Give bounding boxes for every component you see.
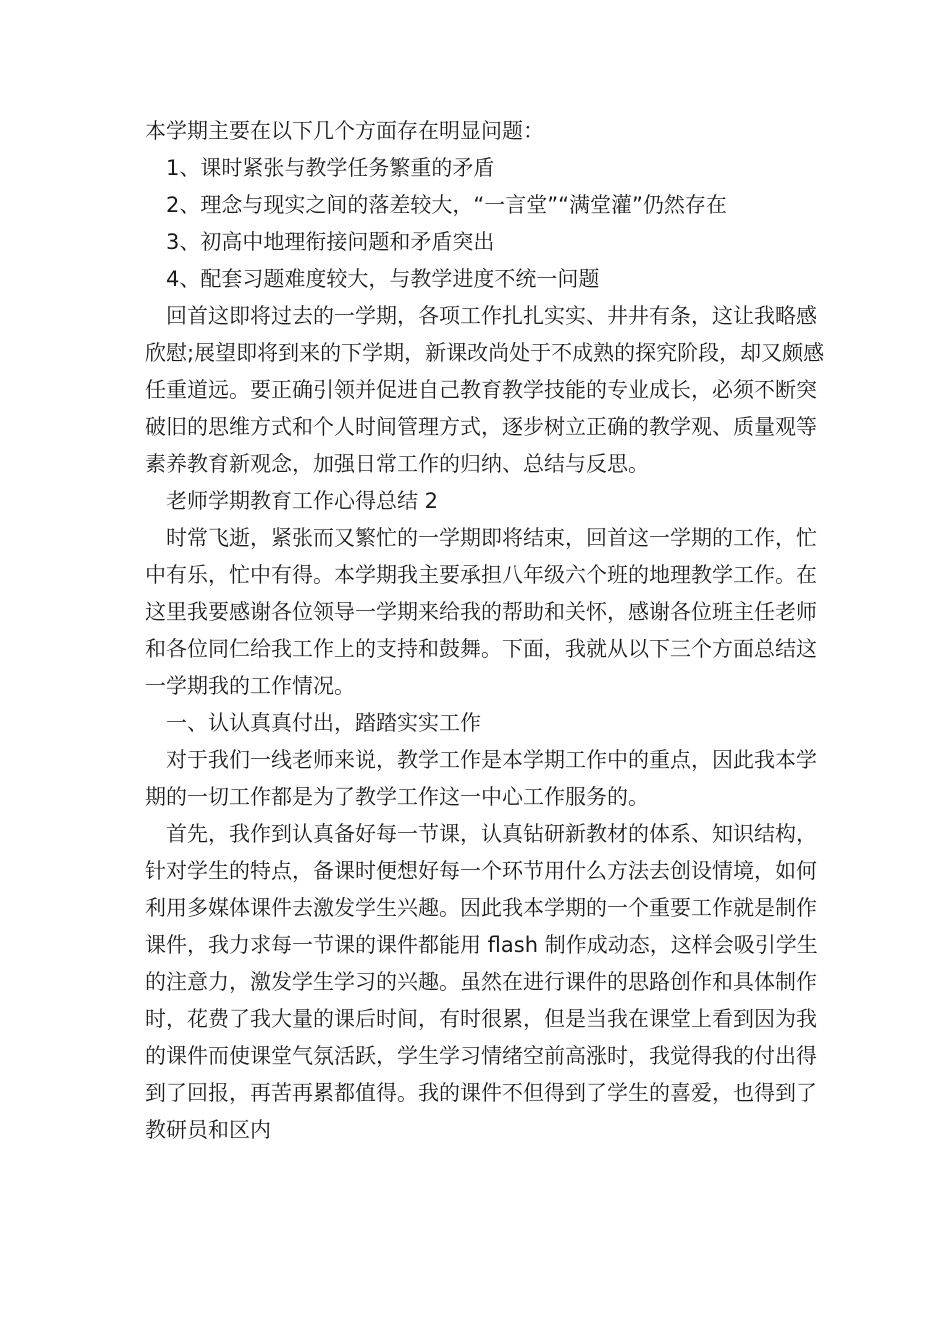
document-body	[145, 113, 835, 1149]
list-item-4: 4、配套习题难度较大，与教学进度不统一问题	[166, 267, 600, 291]
paragraph-teaching-focus: 对于我们一线老师来说，教学工作是本学期工作中的重点，因此我本学期的一切工作都是为了教学工作这一中心工作服务的。	[145, 748, 817, 809]
paragraph-reflection: 回首这即将过去的一学期，各项工作扎扎实实、井井有条，这让我略感欣慰;展望即将到来的下学期，新课改尚处于不成熟的探究阶段，却又颇感任重道远。要正确引领并促进自己教育教学技能的专业成长，必须不断突破旧的思维方式和个人时间管理方式，逐步树立正确的教学观、质量观等素养教育新观念，加强日常工作的归纳、总结与反思。	[145, 304, 825, 476]
paragraph-intro: 本学期主要在以下几个方面存在明显问题：	[145, 119, 544, 143]
paragraph-preparation: 首先，我作到认真备好每一节课，认真钻研新教材的体系、知识结构，针对学生的特点，备课时便想好每一个环节用什么方法去创设情境，如何利用多媒体课件去激发学生兴趣。因此我本学期的一个重要工作就是制作课件，我力求每一节课的课件都能用 flash 制作成动态，这样会吸引学生的注意力，激发学生学习的兴趣。虽然在进行课件的思路创作和具体制作时，花费了我大量的课后时间，有时很累，但是当我在课堂上看到因为我的课件而使课堂气氛活跃，学生学习情绪空前高涨时，我觉得我的付出得到了回报，再苦再累都值得。我的课件不但得到了学生的喜爱，也得到了教研员和区内	[145, 822, 818, 1142]
list-item-2: 2、理念与现实之间的落差较大，“一言堂”“满堂灌”仍然存在	[166, 193, 727, 217]
paragraph-summary: 时常飞逝，紧张而又繁忙的一学期即将结束，回首这一学期的工作，忙中有乐，忙中有得。本学期我主要承担八年级六个班的地理教学工作。在这里我要感谢各位领导一学期来给我的帮助和关怀，感谢各位班主任老师和各位同仁给我工作上的支持和鼓舞。下面，我就从以下三个方面总结这一学期我的工作情况。	[145, 526, 817, 698]
list-item-3: 3、初高中地理衔接问题和矛盾突出	[166, 230, 495, 254]
section-title: 老师学期教育工作心得总结 2	[166, 489, 439, 513]
list-item-1: 1、课时紧张与教学任务繁重的矛盾	[166, 156, 495, 180]
section-heading-1: 一、认认真真付出，踏踏实实工作	[166, 711, 481, 735]
